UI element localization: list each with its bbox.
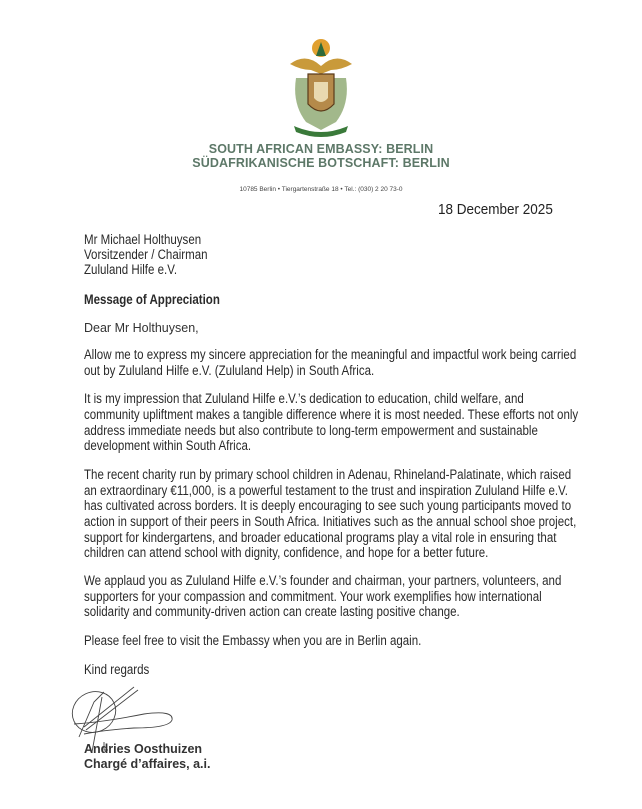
- embassy-address: 10785 Berlin • Tiergartenstraße 18 • Tel.: (030) 2 20 73-0: [239, 186, 403, 193]
- recipient-name: Mr Michael Holthuysen: [84, 232, 202, 247]
- salutation: Dear Mr Holthuysen,: [84, 321, 199, 335]
- coat-of-arms-emblem: [286, 34, 356, 138]
- paragraph-line: Allow me to express my sincere appreciation for the meaningful and impactful work being carried: [84, 347, 577, 362]
- paragraph-line: children can attend school with dignity, confidence, and hope for a better future.: [84, 545, 489, 560]
- letter-subject: Message of Appreciation: [84, 292, 220, 307]
- paragraph-line: It is my impression that Zululand Hilfe e.V.’s dedication to education, child welfare, and: [84, 391, 524, 406]
- letter-date: 18 December 2025: [438, 201, 553, 218]
- recipient-title: Vorsitzender / Chairman: [84, 247, 208, 262]
- paragraph-line: solidarity and community-driven action can create lasting positive change.: [84, 604, 460, 619]
- closing: Kind regards: [84, 662, 150, 677]
- paragraph-line: out by Zululand Hilfe e.V. (Zululand Help) in South Africa.: [84, 363, 375, 378]
- paragraph-line: action in support of their peers in South Africa. Initiatives such as the annual school shoe project,: [84, 514, 577, 529]
- paragraph-line: The recent charity run by primary school children in Adenau, Rhineland-Palatinate, which raised: [84, 467, 572, 482]
- recipient-organization: Zululand Hilfe e.V.: [84, 262, 178, 277]
- paragraph-line: Please feel free to visit the Embassy when you are in Berlin again.: [84, 633, 422, 648]
- paragraph-line: community upliftment makes a tangible difference where it is most needed. These efforts not only: [84, 407, 579, 422]
- paragraph-line: development within South Africa.: [84, 438, 252, 453]
- paragraph-line: support for kindergartens, and broader educational programs play a vital role in ensuring that: [84, 530, 557, 545]
- paragraph-line: supporters for your compassion and commitment. Your work exemplifies how international: [84, 589, 542, 604]
- letterhead-english: SOUTH AFRICAN EMBASSY: BERLIN: [208, 142, 434, 156]
- paragraph-line: We applaud you as Zululand Hilfe e.V.’s founder and chairman, your partners, volunteers, and: [84, 573, 562, 588]
- letterhead-german: SÜDAFRIKANISCHE BOTSCHAFT: BERLIN: [192, 156, 450, 170]
- signatory-title: Chargé d’affaires, a.i.: [84, 757, 211, 771]
- paragraph-line: an extraordinary €11,000, is a powerful testament to the trust and inspiration Zululand Hilfe e.V.: [84, 483, 568, 498]
- signatory-name: Andries Oosthuizen: [84, 742, 203, 756]
- paragraph-line: address immediate needs but also contribute to long-term empowerment and sustainable: [84, 423, 538, 438]
- paragraph-line: has cultivated across borders. It is deeply encouraging to see such young participants moved to: [84, 498, 572, 513]
